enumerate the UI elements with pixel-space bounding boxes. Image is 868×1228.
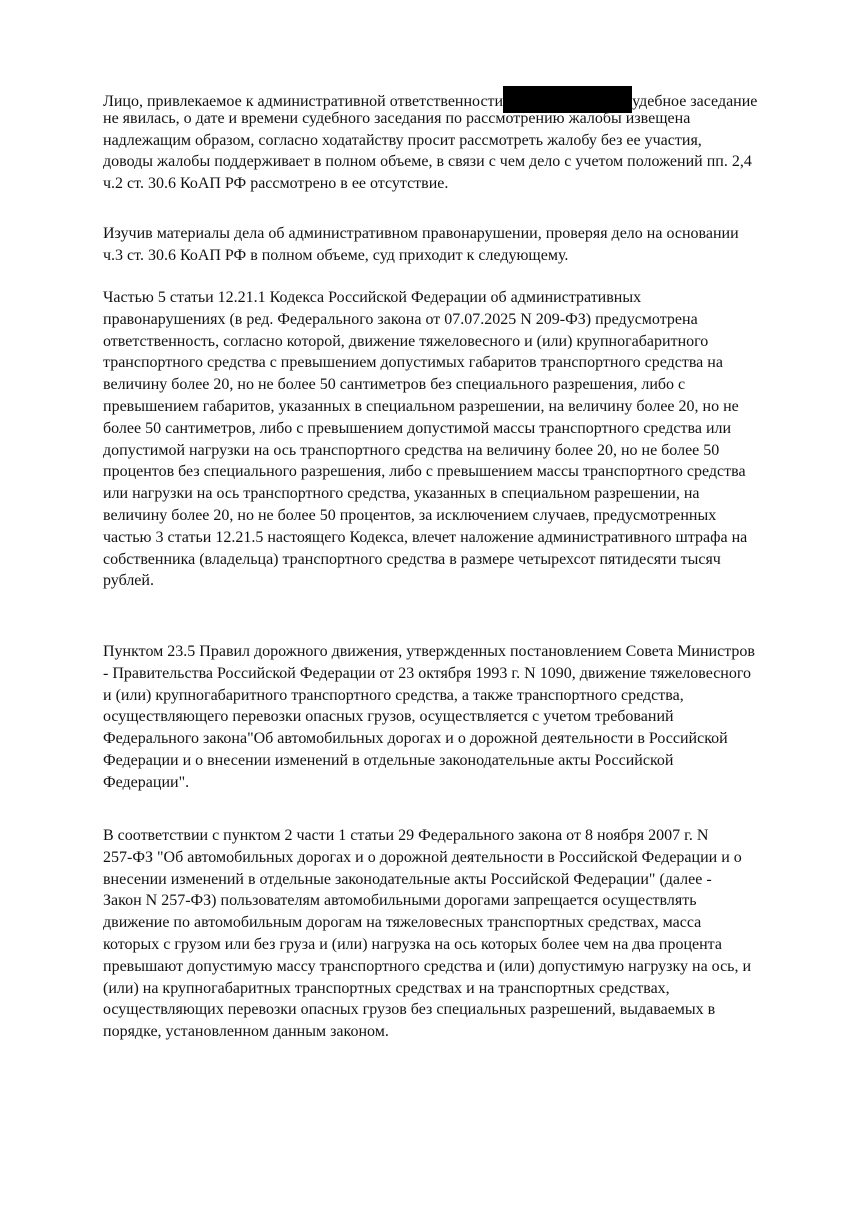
text-line: порядке, установленном данным законом. [103, 1023, 389, 1041]
text-line: Закон N 257-ФЗ) пользователям автомобильными дорогами запрещается осуществлять [103, 892, 697, 910]
text-line: рублей. [103, 572, 154, 590]
text-line: надлежащим образом, согласно ходатайству просит рассмотреть жалобу без ее участия, [103, 131, 702, 149]
paragraph-hearing-absence [103, 86, 757, 195]
text-line: осуществляющих перевозки опасных грузов без специальных разрешений, выдаваемых в [103, 1001, 716, 1019]
text-line: или нагрузки на ось транспортного средства, указанных в специальном разрешении, на [103, 485, 700, 503]
text-line: процентов без специального разрешения, либо с превышением массы транспортного средства [103, 463, 746, 481]
text-line: - Правительства Российской Федерации от 23 октября 1993 г. N 1090, движение тяжеловесного [103, 664, 752, 682]
text-line: внесении изменений в отдельные законодательные акты Российской Федерации" (далее - [103, 870, 712, 888]
text-line: Федерации". [103, 773, 190, 791]
text-line: В соответствии с пунктом 2 части 1 статьи 29 Федерального закона от 8 ноября 2007 г. N [103, 827, 709, 844]
text-line: которых с грузом или без груза и (или) нагрузка на ось которых более чем на два процента [103, 935, 722, 953]
text-line: более 50 сантиметров, либо с превышением допустимой массы транспортного средства или [103, 419, 732, 437]
text-line: осуществляющего перевозки опасных грузов, осуществляется с учетом требований [103, 708, 674, 726]
text-line: Лицо, привлекаемое к административной ответственности удебное заседание [103, 86, 757, 108]
text-line: Федерации и о внесении изменений в отдельные законодательные акты Российской [103, 751, 674, 769]
paragraph-traffic-rules-23-5 [103, 641, 755, 794]
text-line: доводы жалобы поддерживает в полном объеме, в связи с чем дело с учетом положений пп. 2,4 [103, 153, 752, 171]
paragraph-article-12-21-1 [103, 287, 747, 592]
text-line: Пунктом 23.5 Правил дорожного движения, утвержденных постановлением Совета Министров [103, 643, 755, 660]
text-line: допустимой нагрузки на ось транспортного средства на величину более 20, но не более 50 [103, 441, 720, 459]
text-line: Изучив материалы дела об административном правонарушении, проверяя дело на основании [103, 225, 739, 242]
text-line: движение по автомобильным дорогам на тяжеловесных транспортных средствах, масса [103, 914, 702, 932]
text-line: ч.3 ст. 30.6 КоАП РФ в полном объеме, суд приходит к следующему. [103, 246, 569, 264]
text-line: ответственность, согласно которой, движение тяжеловесного и (или) крупногабаритного [103, 332, 709, 350]
text-line: собственника (владельца) транспортного средства в размере четырехсот пятидесяти тысяч [103, 550, 721, 568]
text-line: правонарушениях (в ред. Федерального закона от 07.07.2025 N 209-ФЗ) предусмотрена [103, 310, 698, 328]
text-line: частью 3 статьи 12.21.5 настоящего Кодекса, влечет наложение административного штрафа на [103, 528, 748, 546]
text-line: Федерального закона"Об автомобильных дорогах и о дорожной деятельности в Российской [103, 730, 728, 748]
text-line: транспортного средства с превышением допустимых габаритов транспортного средства на [103, 354, 723, 372]
text-line: превышают допустимую массу транспортного средства и (или) допустимую нагрузку на ось, и [103, 957, 752, 975]
paragraph-case-review [103, 223, 739, 267]
text-line: величину более 20, но не более 50 сантиметров без специального разрешения, либо с [103, 376, 686, 394]
text-line: и (или) крупногабаритного транспортного средства, а также транспортного средства, [103, 686, 684, 704]
text-line: ч.2 ст. 30.6 КоАП РФ рассмотрено в ее отсутствие. [103, 175, 449, 193]
text-line: величину более 20, но не более 50 процентов, за исключением случаев, предусмотренных [103, 506, 717, 524]
text-line: Частью 5 статьи 12.21.1 Кодекса Российской Федерации об административных [103, 289, 642, 306]
text-line: 257-ФЗ "Об автомобильных дорогах и о дорожной деятельности в Российской Федерации и о [103, 848, 742, 866]
paragraph-law-257-fz [103, 825, 751, 1043]
text-line: не явилась, о дате и времени судебного заседания по рассмотрению жалобы извещена [103, 109, 691, 127]
text-line: превышением габаритов, указанных в специальном разрешении, на величину более 20, но не [103, 397, 739, 415]
text-line: (или) на крупногабаритных транспортных средствах и на транспортных средствах, [103, 979, 670, 997]
